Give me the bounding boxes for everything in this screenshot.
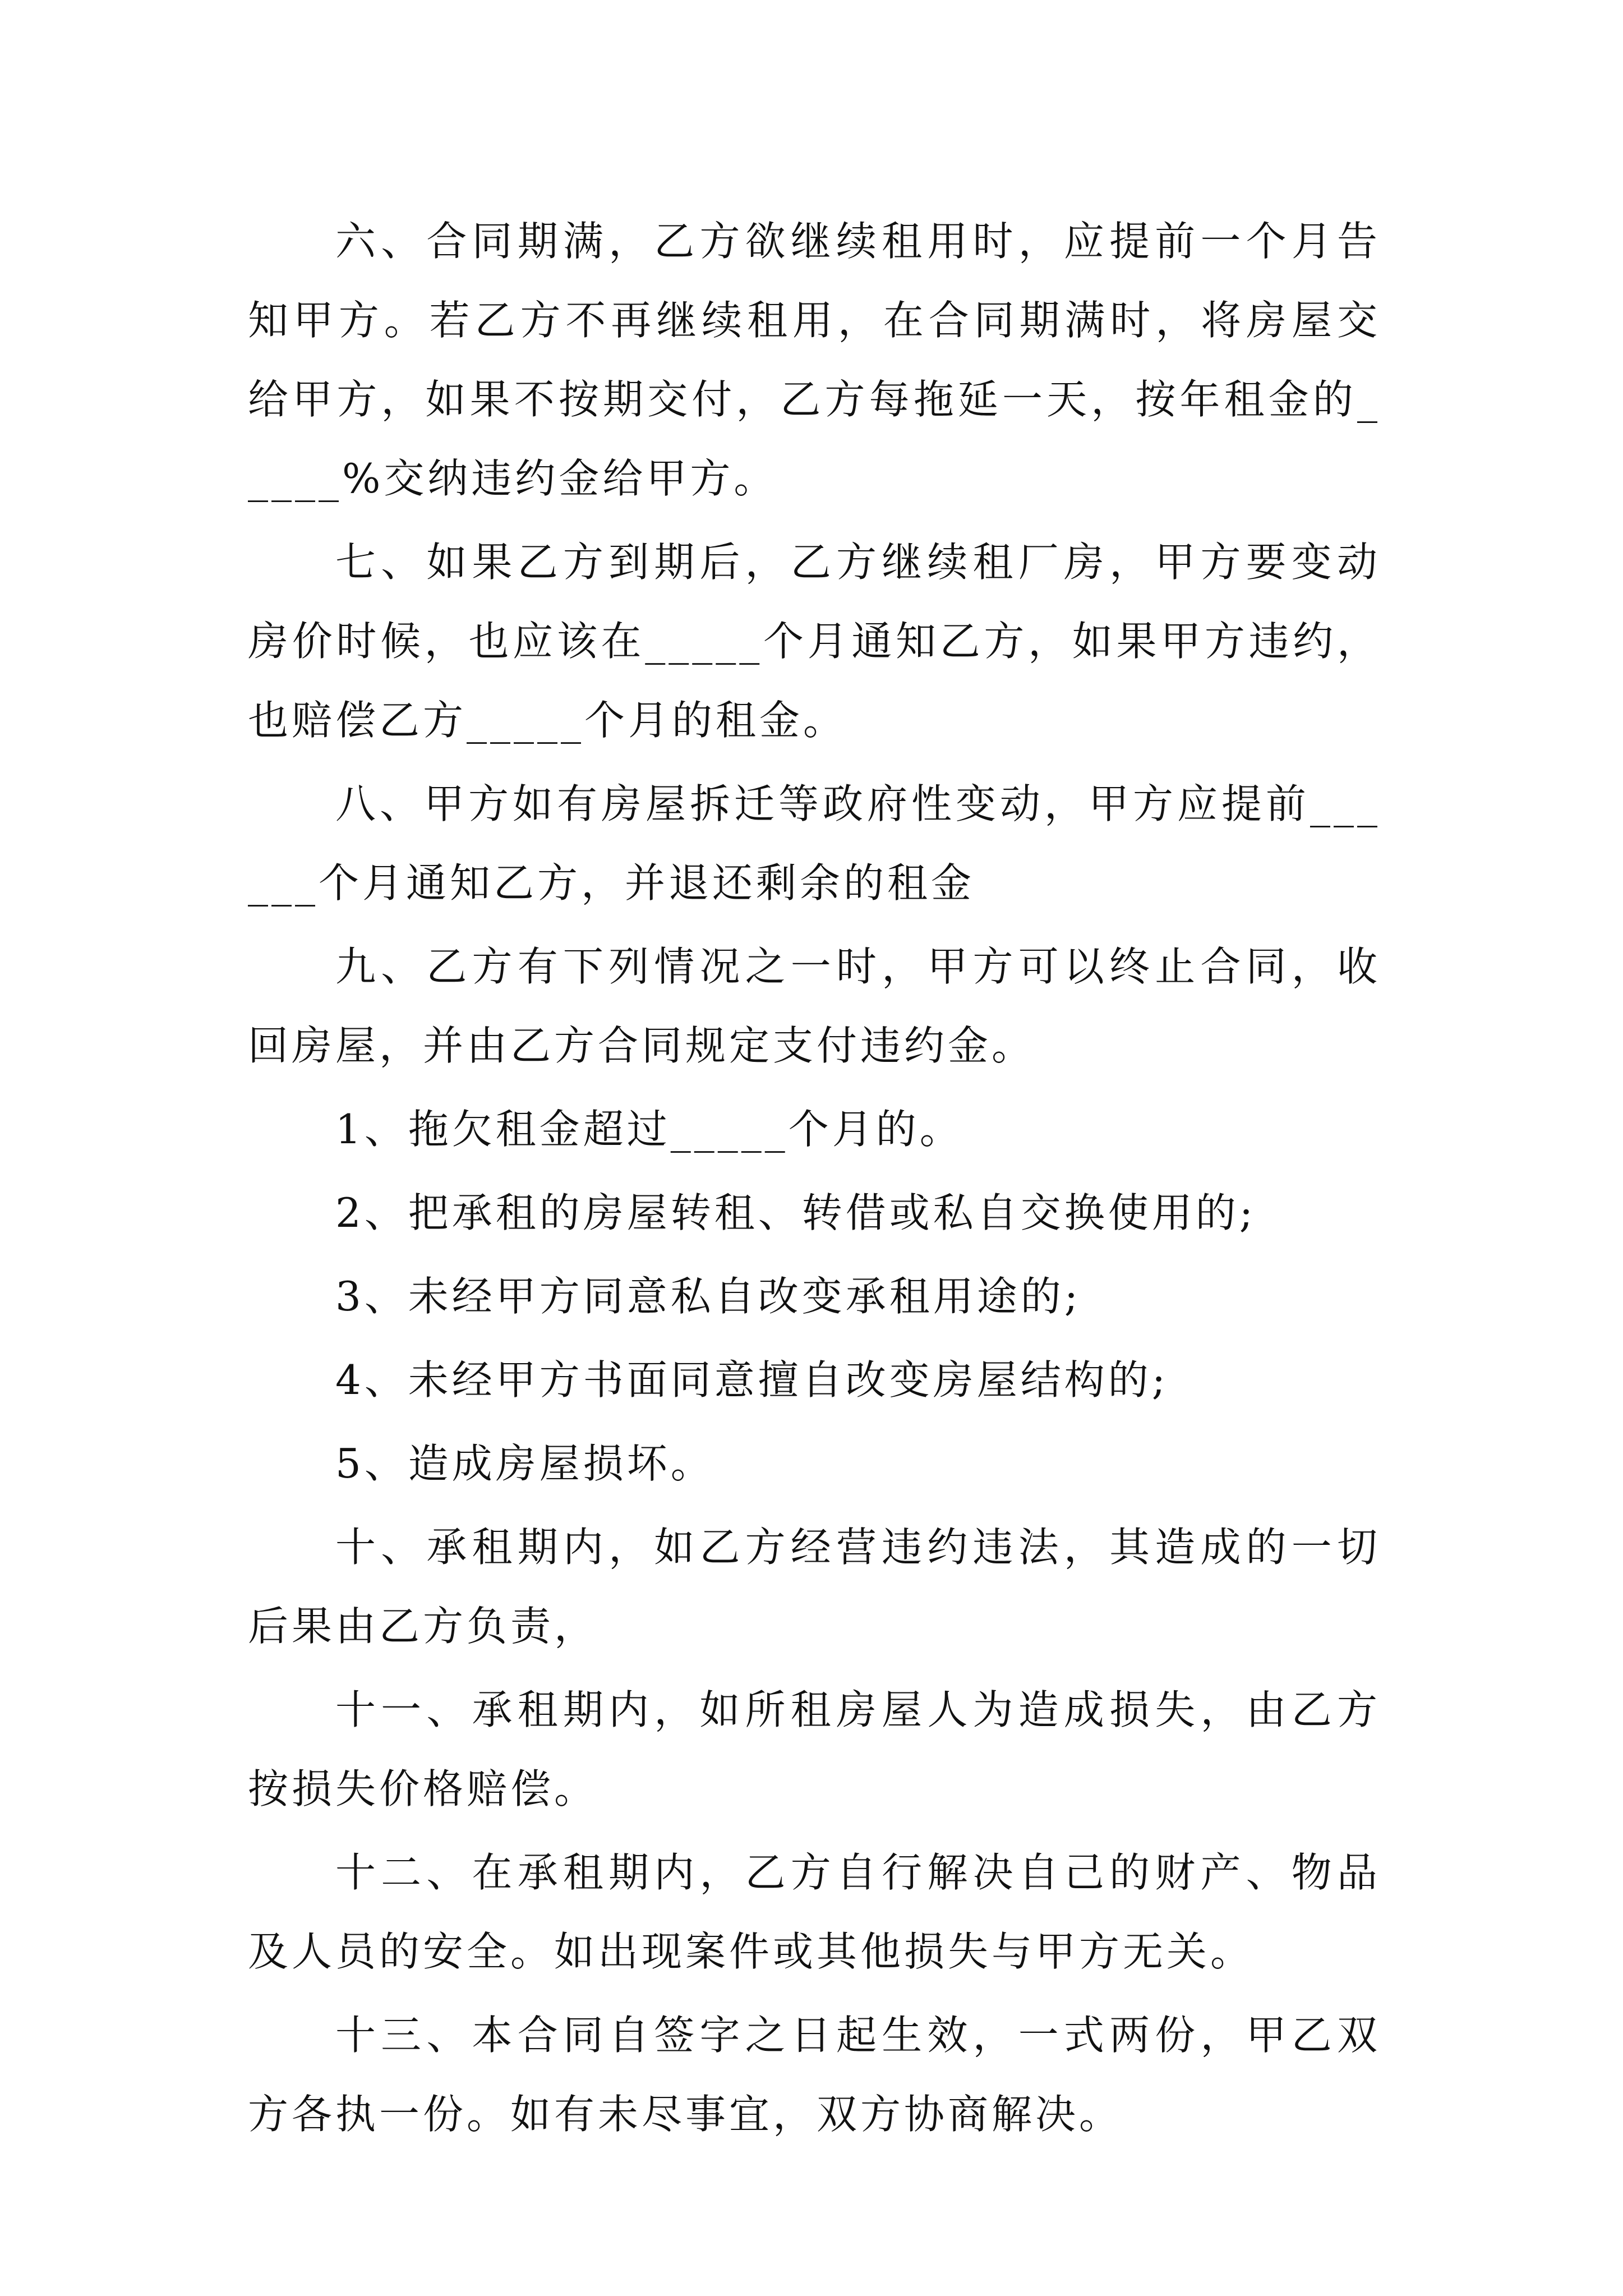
clause-nine: 九、乙方有下列情况之一时，甲方可以终止合同，收回房屋，并由乙方合同规定支付违约金。 — [248, 943, 1381, 1069]
clause-eight: 八、甲方如有房屋拆迁等政府性变动，甲方应提前______个月通知乙方，并退还剩余的租金 — [248, 780, 1381, 907]
document-body — [248, 202, 1381, 2154]
clause-nine-item-1: 1、拖欠租金超过_____个月的。 — [335, 1106, 963, 1153]
clause-nine-item-4: 4、未经甲方书面同意擅自改变房屋结构的; — [335, 1356, 1169, 1404]
clause-nine-item-3: 3、未经甲方同意私自改变承租用途的; — [335, 1273, 1082, 1320]
clause-thirteen: 十三、本合同自签字之日起生效，一式两份，甲乙双方各执一份。如有未尽事宜，双方协商解决。 — [248, 2012, 1381, 2138]
clause-nine-item-5: 5、造成房屋损坏。 — [335, 1440, 714, 1487]
clause-nine-item-2: 2、把承租的房屋转租、转借或私自交换使用的; — [335, 1189, 1257, 1236]
clause-ten: 十、承租期内，如乙方经营违约违法，其造成的一切后果由乙方负责， — [248, 1524, 1381, 1650]
clause-twelve: 十二、在承租期内，乙方自行解决自己的财产、物品及人员的安全。如出现案件或其他损失与甲方无关。 — [248, 1849, 1381, 1975]
clause-seven: 七、如果乙方到期后，乙方继续租厂房，甲方要变动房价时候，也应该在_____个月通知乙方，如果甲方违约，也赔偿乙方_____个月的租金。 — [248, 539, 1381, 744]
clause-six: 六、合同期满，乙方欲继续租用时，应提前一个月告知甲方。若乙方不再继续租用，在合同期满时，将房屋交给甲方，如果不按期交付，乙方每拖延一天，按年租金的_____%交纳违约金给甲方。 — [248, 218, 1381, 502]
clause-eleven: 十一、承租期内，如所租房屋人为造成损失，由乙方按损失价格赔偿。 — [248, 1686, 1381, 1812]
